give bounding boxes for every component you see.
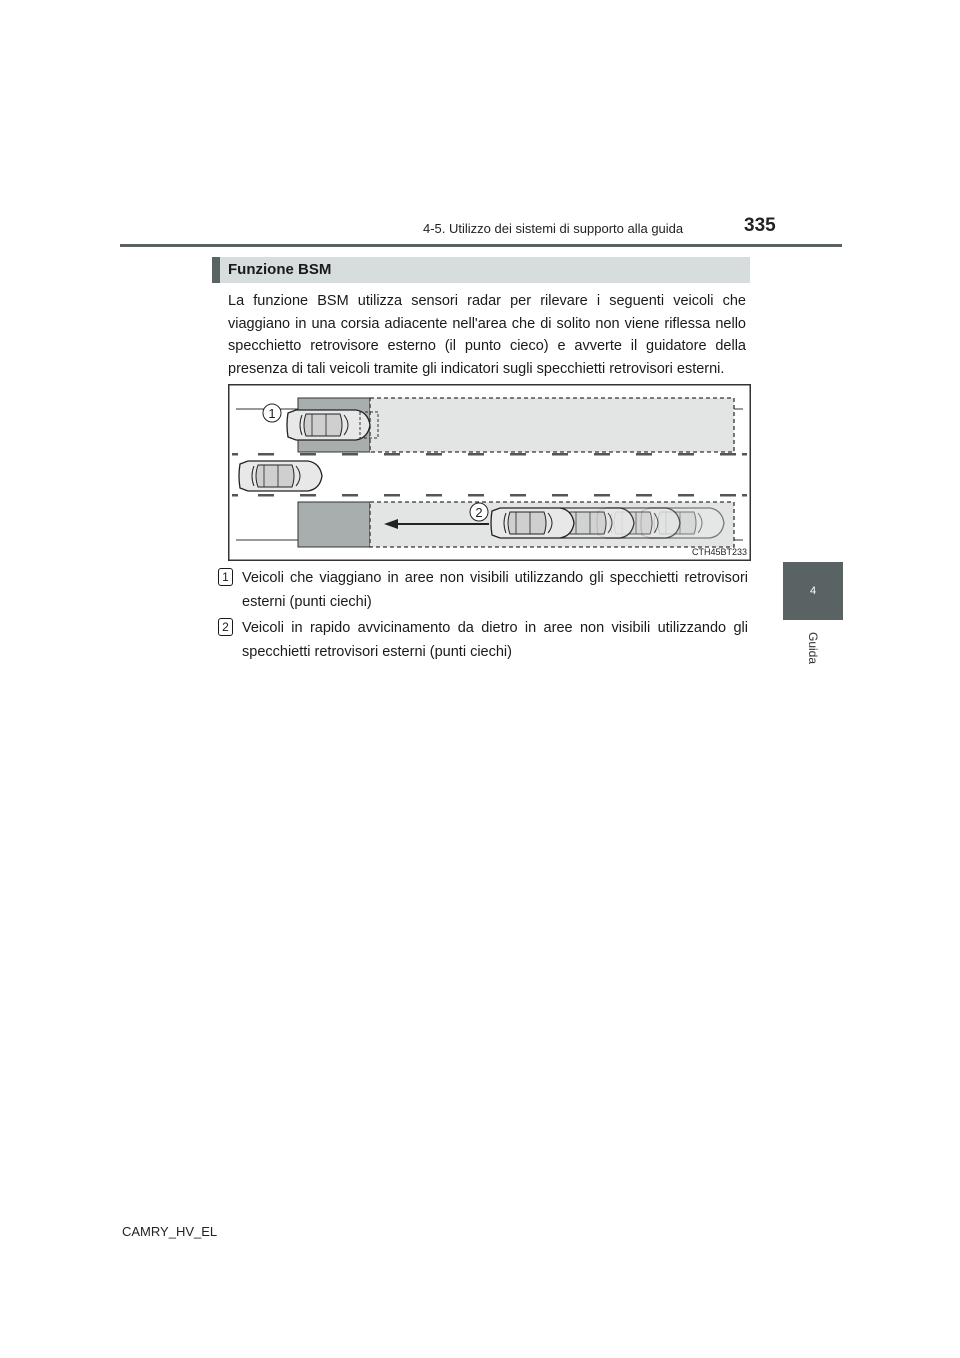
footer-model: CAMRY_HV_EL	[122, 1224, 218, 1239]
chapter-label-wrap	[800, 628, 826, 668]
chapter-tab[interactable]	[783, 562, 843, 620]
item-text: Veicoli in rapido avvicinamento da dietro in aree non visibili utilizzando gli specchietti retrovisori esterni (punti ciechi)	[242, 620, 748, 660]
section-title: Funzione BSM	[228, 261, 332, 278]
chapter-number: 4	[809, 585, 817, 597]
item-number-badge: 2	[218, 618, 233, 636]
chapter-label: Guida	[806, 631, 820, 665]
figure-code: CTH45BT233	[691, 547, 747, 557]
bsm-diagram	[228, 384, 751, 561]
intro-paragraph: La funzione BSM utilizza sensori radar per rilevare i seguenti veicoli che viaggiano in una corsia adiacente nell'area che di solito non viene riflessa nello specchietto retrovisore esterno (il punto cieco) e avverte il guidatore della presenza di tali veicoli tramite gli indicatori sugli specchietti retrovisori esterni.	[228, 293, 746, 377]
header-section-title: 4-5. Utilizzo dei sistemi di supporto alla guida	[423, 221, 684, 236]
item-text: Veicoli che viaggiano in aree non visibili utilizzando gli specchietti retrovisori esterni (punti ciechi)	[242, 570, 748, 610]
item-number-badge: 1	[218, 568, 233, 586]
list-item	[218, 616, 748, 664]
figure-callout-1: 1	[268, 406, 276, 421]
section-heading	[212, 257, 750, 283]
figure-callout-2: 2	[475, 505, 483, 520]
header-rule	[120, 244, 842, 247]
list-item	[218, 566, 748, 614]
page-number: 335	[744, 215, 776, 236]
